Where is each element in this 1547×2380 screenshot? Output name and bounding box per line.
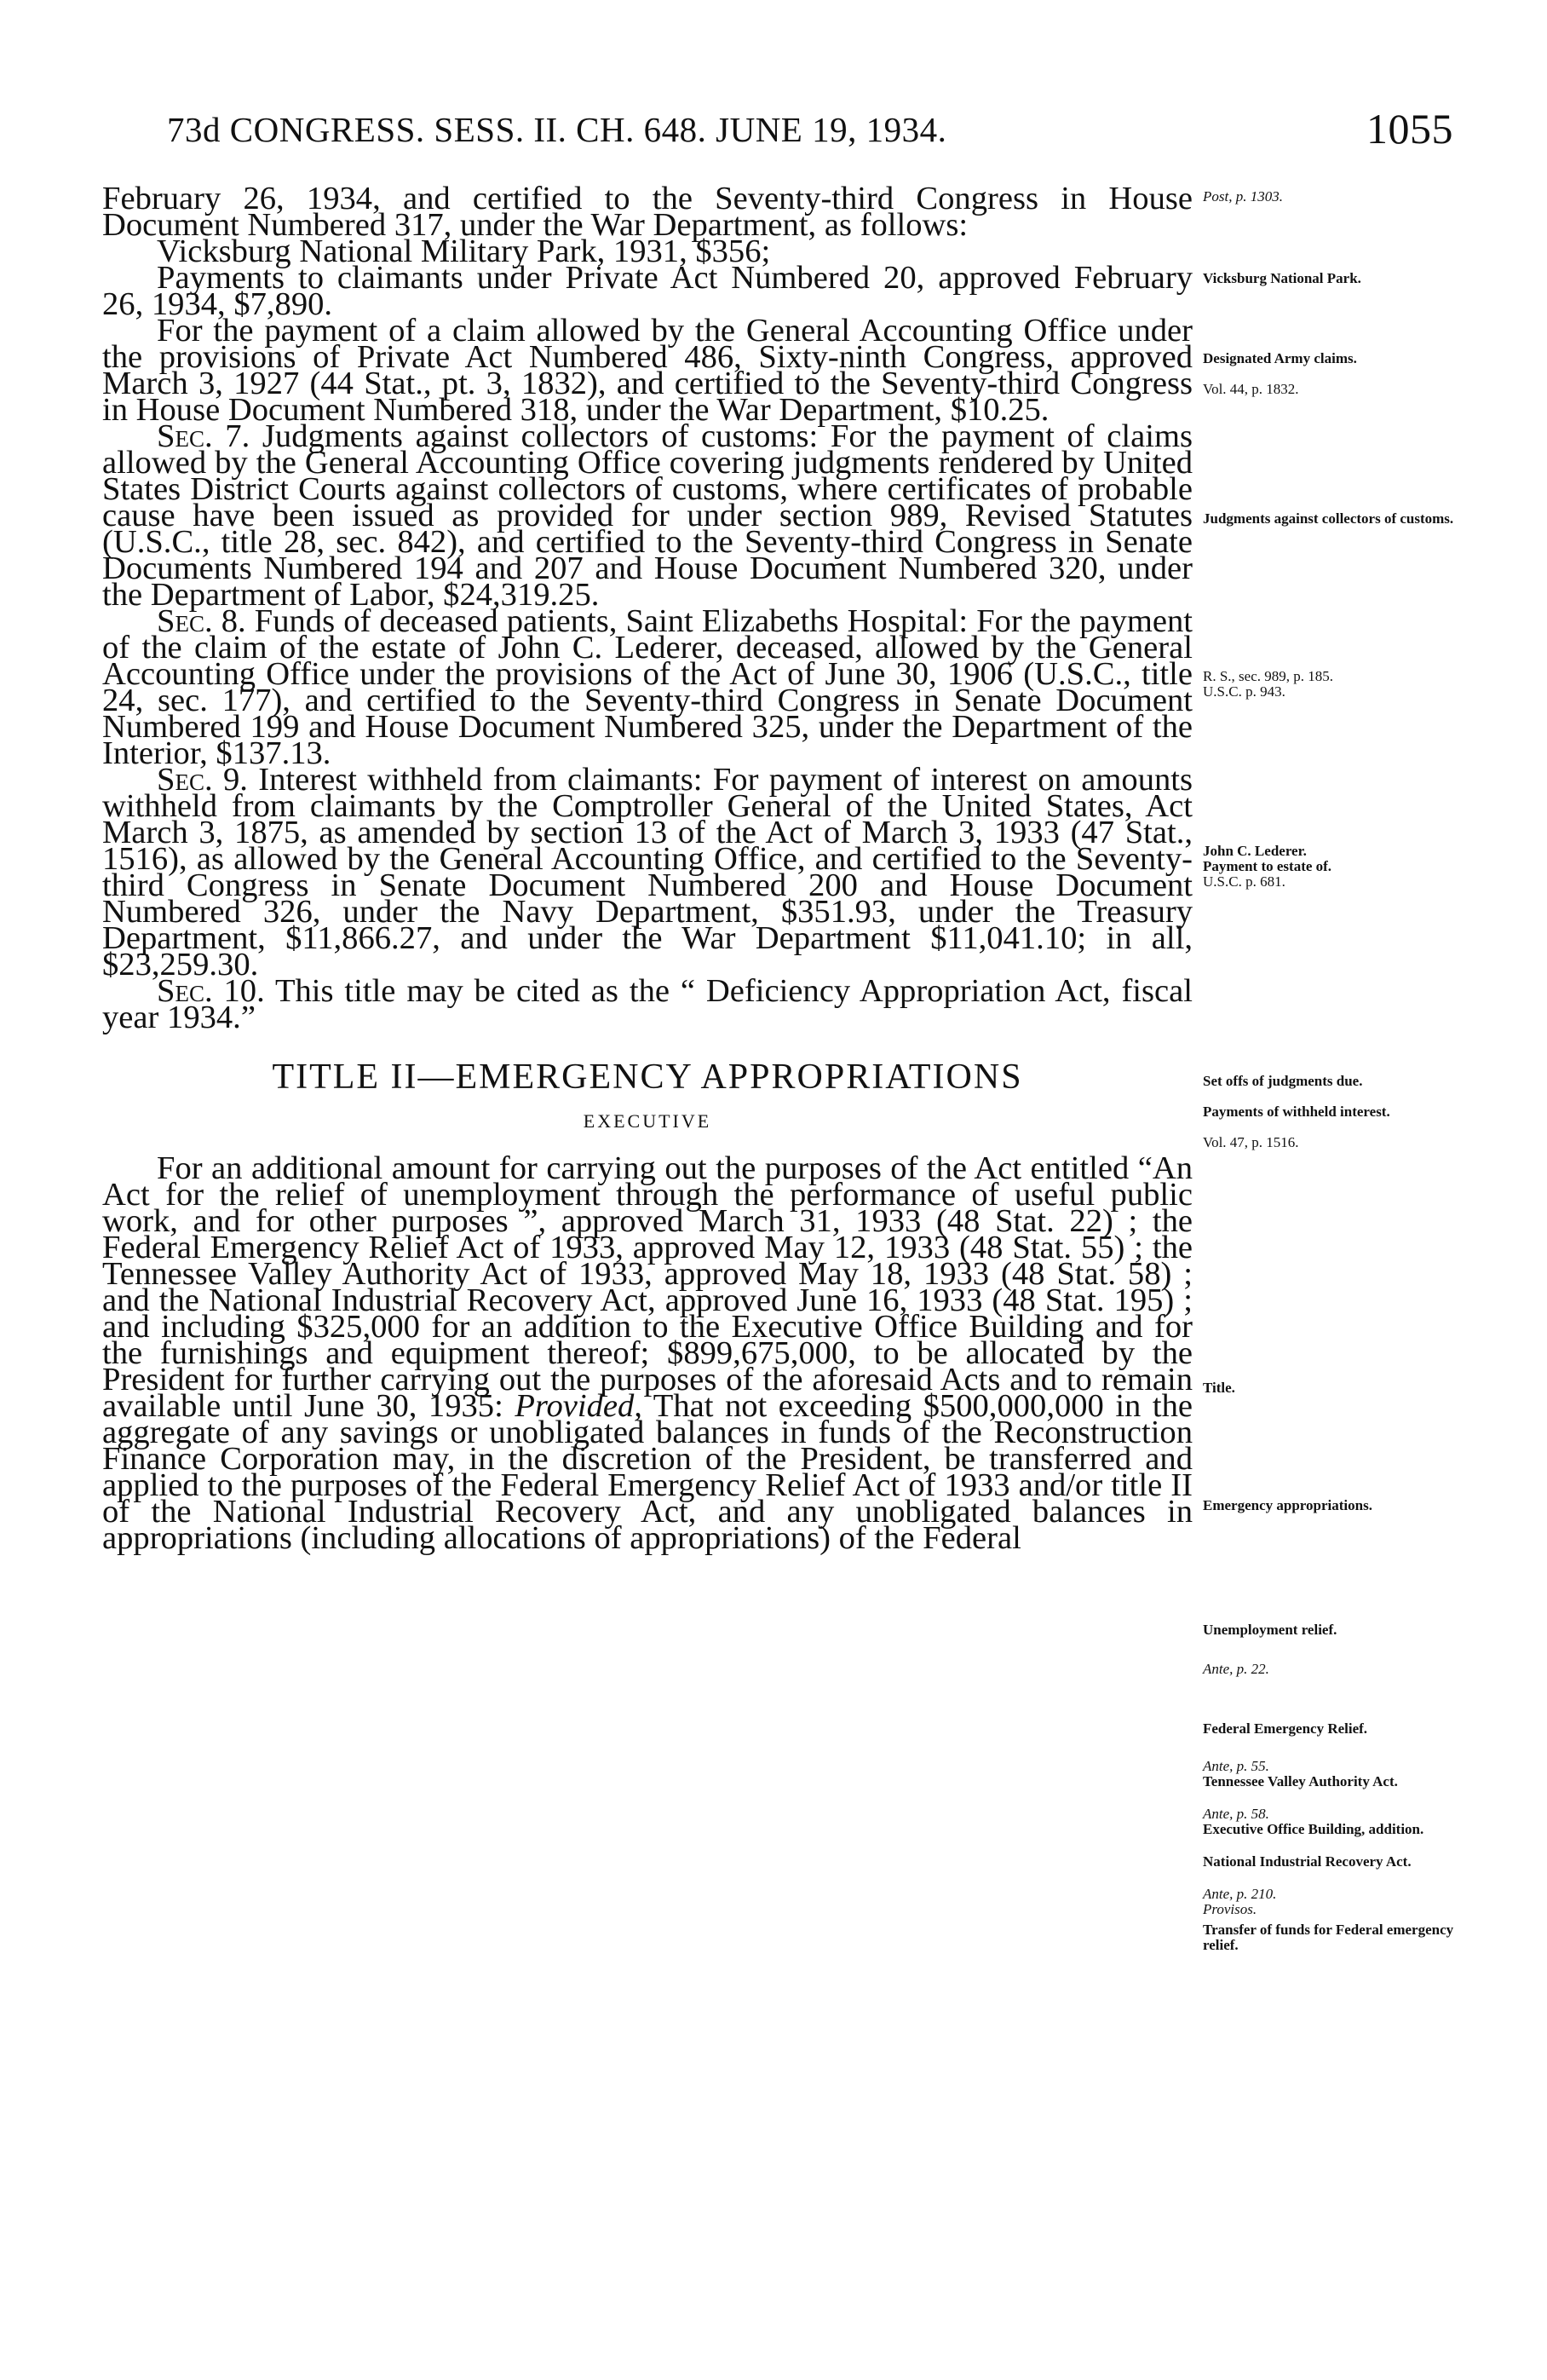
margin-note: Transfer of funds for Federal emergency relief. bbox=[1203, 1922, 1454, 1953]
section-number: Sec. 9. bbox=[157, 762, 248, 798]
margin-note: Federal Emergency Relief. bbox=[1203, 1720, 1368, 1737]
title-heading: TITLE II—EMERGENCY APPROPRIATIONS bbox=[272, 1057, 1023, 1097]
paragraph: Payments to claimants under Private Act Numbered 20, approved February 26, 1934, $7,890. bbox=[102, 260, 1193, 322]
margin-note: Provisos. bbox=[1203, 1901, 1257, 1917]
margin-note: Executive Office Building, addition. bbox=[1203, 1821, 1424, 1837]
sub-heading: EXECUTIVE bbox=[583, 1110, 712, 1132]
margin-note: R. S., sec. 989, p. 185. bbox=[1203, 668, 1333, 684]
margin-note: Ante, p. 210. bbox=[1203, 1886, 1277, 1902]
section-paragraph bbox=[102, 973, 1193, 1035]
section-paragraph bbox=[102, 418, 1193, 613]
margin-note: John C. Lederer. bbox=[1203, 843, 1307, 859]
section-text: Interest withheld from claimants: For payment of interest on amounts withheld from claimants by the Comptroller General of the United States, Act March 3, 1875, as amended by section 13 of the Act of March 3, 1933 (47 Stat., 1516), as allowed by the General Accounting Office, and certified to the Seventy-third Congress in Senate Document Numbered 200 and House Document Numbered 326, under the Navy Department, $351.93, under the Treasury Department, $11,866.27, and under the War Department $11,041.10; in all, $23,259.30. bbox=[102, 762, 1193, 983]
section-number: Sec. 7. bbox=[157, 418, 250, 454]
margin-note: Emergency appropriations. bbox=[1203, 1497, 1372, 1513]
section-paragraph bbox=[102, 762, 1193, 983]
main-text-column bbox=[102, 181, 1193, 1556]
margin-note: Payments of withheld interest. bbox=[1203, 1104, 1390, 1120]
section-text: Funds of deceased patients, Saint Elizabeths Hospital: For the payment of the claim of the estate of John C. Lederer, deceased, allowed by the General Accounting Office under the provisions of the Act of June 30, 1906 (U.S.C., title 24, sec. 177), and certified to the Seventy-third Congress in Senate Document Numbered 199 and House Document Numbered 325, under the Department of the Interior, $137.13. bbox=[102, 603, 1193, 771]
section-number: Sec. 8. bbox=[157, 603, 246, 639]
margin-note: Judgments against collectors of customs. bbox=[1203, 510, 1454, 527]
margin-note: Ante, p. 55. bbox=[1203, 1758, 1269, 1774]
margin-note: Ante, p. 22. bbox=[1203, 1661, 1269, 1677]
page-number: 1055 bbox=[1366, 105, 1453, 153]
margin-note: National Industrial Recovery Act. bbox=[1203, 1853, 1412, 1870]
margin-note: Title. bbox=[1203, 1380, 1235, 1396]
margin-note: Vicksburg National Park. bbox=[1203, 270, 1361, 286]
paragraph-text: For an additional amount for carrying out the purposes of the Act entitled “An Act for the relief of unemployment through the performance of useful public work, and for other purposes ”, approved March 31, 1933 (48 Stat. 22) ; the Federal Emergency Relief Act of 1933, approved May 12, 1933 (48 Stat. 55) ; the Tennessee Valley Authority Act of 1933, approved May 18, 1933 (48 Stat. 58) ; and the National Industrial Recovery Act, approved June 16, 1933 (48 Stat. 195) ; and including $325,000 for an addition to the Executive Office Building and for the furnishings and equipment thereof; $899,675,000, to be allocated by the President for further carrying out the purposes of the aforesaid Acts and to remain available until June 30, 1935: bbox=[102, 1150, 1193, 1424]
paragraph bbox=[102, 1150, 1193, 1556]
margin-note: Vol. 44, p. 1832. bbox=[1203, 381, 1299, 397]
paragraph: Vicksburg National Military Park, 1931, $356; bbox=[157, 233, 771, 269]
section-paragraph bbox=[102, 603, 1193, 771]
margin-note: Set offs of judgments due. bbox=[1203, 1073, 1363, 1089]
margin-note: Tennessee Valley Authority Act. bbox=[1203, 1773, 1398, 1789]
margin-note: Designated Army claims. bbox=[1203, 350, 1357, 366]
section-text: Judgments against collectors of customs: For the payment of claims allowed by the General Accounting Office covering judgments rendered by United States District Courts against collectors of customs, where certificates of probable cause have been issued as provided for under section 989, Revised Statutes (U.S.C., title 28, sec. 842), and certified to the Seventy-third Congress in Senate Documents Numbered 194 and 207 and House Document Numbered 320, under the Department of Labor, $24,319.25. bbox=[102, 418, 1193, 613]
paragraph: For the payment of a claim allowed by the General Accounting Office under the provisions of Private Act Numbered 486, Sixty-ninth Congress, approved March 3, 1927 (44 Stat., pt. 3, 1832), and certified to the Seventy-third Congress in House Document Numbered 318, under the War Department, $10.25. bbox=[102, 313, 1193, 428]
margin-note: U.S.C. p. 943. bbox=[1203, 683, 1285, 700]
margin-note: Payment to estate of. bbox=[1203, 858, 1332, 874]
paragraph-text: That not exceeding $500,000,000 in the aggregate of any savings or unobligated balances in funds of the Reconstruction Finance Corporation may, in the discretion of the President, be transferred and applied to the purposes of the Federal Emergency Relief Act of 1933 and/or title II of the National Industrial Recovery Act, and any unobligated balances in appropriations (including allocations of appropriations) of the Federal bbox=[102, 1388, 1193, 1556]
margin-note: U.S.C. p. 681. bbox=[1203, 873, 1285, 890]
margin-note: Post, p. 1303. bbox=[1203, 188, 1283, 205]
proviso-label: Provided, bbox=[515, 1388, 642, 1424]
margin-note: Ante, p. 58. bbox=[1203, 1806, 1269, 1822]
page-header bbox=[167, 105, 1453, 160]
paragraph: February 26, 1934, and certified to the Seventy-third Congress in House Document Numbered 317, under the War Department, as follows: bbox=[102, 181, 1193, 243]
section-number: Sec. 10. bbox=[157, 973, 265, 1009]
section-text: This title may be cited as the “ Deficiency Appropriation Act, fiscal year 1934.” bbox=[102, 973, 1193, 1035]
running-head: 73d CONGRESS. SESS. II. CH. 648. JUNE 19, 1934. bbox=[167, 110, 947, 149]
margin-note: Vol. 47, p. 1516. bbox=[1203, 1134, 1299, 1150]
margin-note: Unemployment relief. bbox=[1203, 1622, 1337, 1638]
